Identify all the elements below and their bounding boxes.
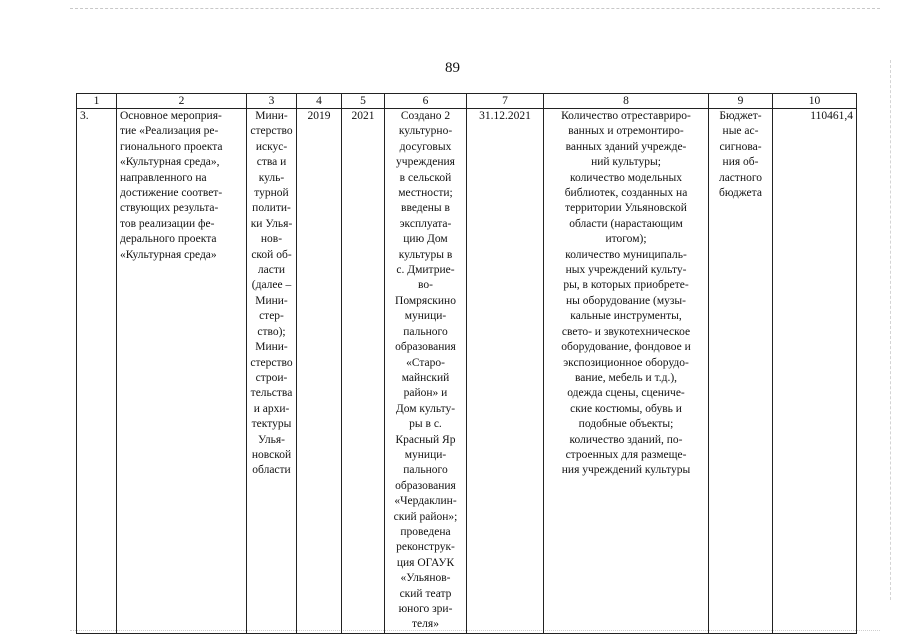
completion-date: 31.12.2021 [479, 110, 531, 122]
funding-source-cell [709, 109, 773, 634]
event-text: Основное мероприя- тие «Реализация ре- гионального проекта «Культурная среда», направленного на достижение соответ- ствующих результа- тов реализации фе- дерального проекта «Культурная среда» [120, 110, 223, 261]
start-year: 2019 [307, 110, 331, 122]
col-header-6: 6 [385, 94, 467, 109]
executor-text: Мини- стерство искус- ства и куль- турной полити- ки Улья- нов- ской об- ласти (далее – Мини- стер- ство); Мини- стерство строи- тельства и архи- тектуры Улья- новской области [250, 110, 293, 477]
row-number: 3. [80, 110, 89, 122]
amount-cell [773, 109, 857, 634]
event-cell [117, 109, 247, 634]
result-cell [385, 109, 467, 634]
scan-edge-right [890, 60, 891, 600]
funding-source-text: Бюджет- ные ас- сигнова- ния об- ластного бюджета [718, 110, 763, 200]
col-header-9: 9 [709, 94, 773, 109]
col-header-5: 5 [342, 94, 385, 109]
result-text: Создано 2 культурно- досуговых учреждения в сельской местности; введены в эксплуата- цию Дом культуры в с. Дмитрие- во- Помряскино муници- пального образования «Старо- майнский район» и Дом культу- ры в с. Красный Яр муници- пального образования «Чердаклин- ский район»; проведена реконструк- ция ОГАУК «Ульянов- ский театр юного зри- теля» [393, 110, 458, 631]
end-year-cell [342, 109, 385, 634]
col-header-2: 2 [117, 94, 247, 109]
funding-amount: 110461,4 [810, 110, 853, 122]
col-header-4: 4 [297, 94, 342, 109]
table-row [77, 109, 857, 634]
page-number: 89 [445, 60, 460, 76]
scan-edge-top [70, 8, 880, 9]
indicators-cell [544, 109, 709, 634]
program-table [76, 93, 857, 634]
col-header-7: 7 [467, 94, 544, 109]
indicators-text: Количество отреставриро- ванных и отремонтиро- ванных зданий учрежде- ний культуры; количество модельных библиотек, созданных на территории Ульяновской области (нарастающим итогом); количество муниципаль- ных учреждений культу- ры, в которых приобрете- ны оборудование (музы- кальные инструменты, свето- и звукотехническое оборудование, фондовое и экспозиционное оборудо- вание, мебель и т.д.), одежда сцены, сцениче- ские костюмы, обувь и подобные объекты; количество зданий, по- строенных для размеще- ния учреждений культуры [561, 110, 691, 477]
col-header-1: 1 [77, 94, 117, 109]
date-cell [467, 109, 544, 634]
col-header-3: 3 [247, 94, 297, 109]
header-row [77, 94, 857, 109]
col-header-8: 8 [544, 94, 709, 109]
end-year: 2021 [351, 110, 375, 122]
start-year-cell [297, 109, 342, 634]
row-number-cell [77, 109, 117, 634]
executor-cell [247, 109, 297, 634]
col-header-10: 10 [773, 94, 857, 109]
